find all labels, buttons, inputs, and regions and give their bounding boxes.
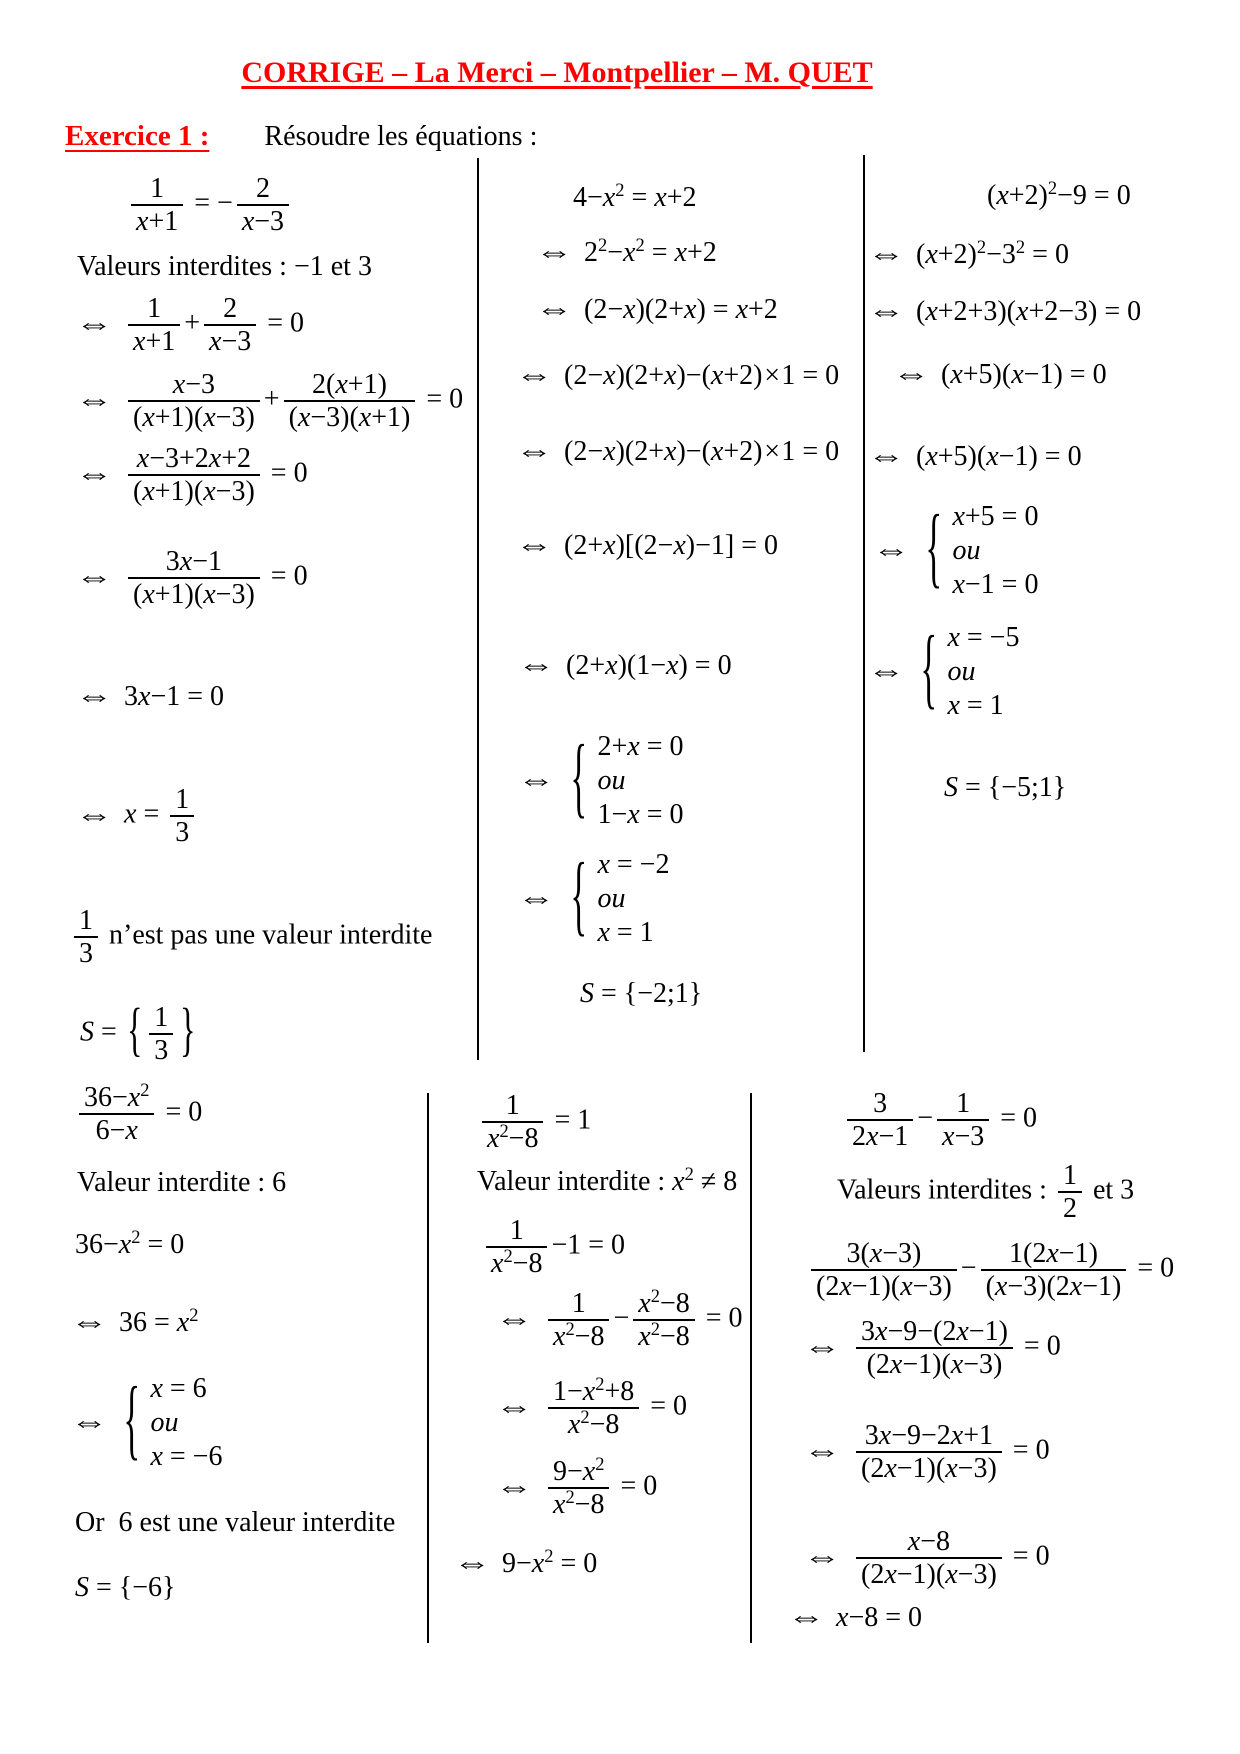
iff-arrow-icon: ⇔ — [803, 1332, 841, 1363]
math-line — [65, 1226, 423, 1261]
fraction: $\frac{2}{x-3}$ — [237, 173, 289, 237]
text-content: Or 6 est une valeur interdite — [75, 1507, 396, 1538]
iff-arrow-icon: ⇔ — [515, 436, 553, 467]
math-line — [65, 1572, 423, 1604]
iff-arrow-icon: ⇔ — [535, 237, 573, 268]
iff-arrow-icon: ⇔ — [75, 385, 113, 416]
fraction: $\frac{1-x^2+8}{x^2-8}$ — [548, 1376, 639, 1440]
math-content: $\frac{1}{x+1}$ + $\frac{2}{x-3}$ = 0 — [124, 293, 304, 357]
math-line — [443, 1215, 747, 1279]
iff-arrow-icon: ⇔ — [517, 765, 555, 796]
fraction: $\frac{x-8}{(2x-1)(x-3)}$ — [856, 1526, 1002, 1590]
iff-arrow-icon: ⇔ — [495, 1472, 533, 1503]
math-content: x−8 = 0 — [836, 1602, 923, 1633]
math-content: $4-x^2 = x+2$ — [573, 179, 697, 213]
math-cases-line — [867, 620, 1238, 723]
text-content: $\frac{1}{3}$ n’est pas une valeur interdite — [70, 905, 432, 969]
math-line — [65, 546, 475, 610]
math-content: (x+2+3)(x+2−3) = 0 — [916, 296, 1142, 327]
math-line — [872, 177, 1238, 212]
math-line — [492, 294, 860, 326]
math-line — [65, 369, 475, 433]
cases-brace-icon: { — [920, 620, 938, 720]
math-content: S = {−6} — [75, 1572, 176, 1603]
cases-group — [566, 730, 683, 832]
iff-arrow-icon: ⇔ — [75, 309, 113, 340]
math-line — [765, 1088, 1237, 1152]
page-title: CORRIGE – La Merci – Montpellier – M. QUET — [241, 56, 873, 89]
case-row: x = −6 — [150, 1441, 223, 1472]
iff-arrow-icon: ⇔ — [803, 1436, 841, 1467]
text-line — [65, 905, 475, 969]
math-content: $\frac{1}{x^2-8}$ − $\frac{x^2-8}{x^2-8}$ = 0 — [544, 1288, 743, 1352]
fraction: $\frac{1}{2}$ — [1058, 1160, 1082, 1224]
iff-arrow-icon: ⇔ — [75, 800, 113, 831]
math-content: $\frac{x-3+2x+2}{(x+1)(x-3)}$ = 0 — [124, 443, 308, 507]
iff-arrow-icon: ⇔ — [517, 650, 555, 681]
case-row: ou — [947, 656, 976, 687]
iff-arrow-icon: ⇔ — [75, 459, 113, 490]
case-row: x = 1 — [947, 690, 1004, 721]
iff-arrow-icon: ⇔ — [70, 1307, 108, 1338]
exercise-header — [65, 120, 537, 153]
fraction: $\frac{9-x^2}{x^2-8}$ — [548, 1456, 609, 1520]
math-line — [443, 1090, 747, 1154]
solution-column-equation-1 — [65, 158, 475, 1066]
math-content: (x+5)(x−1) = 0 — [941, 359, 1107, 390]
math-line — [492, 234, 860, 269]
math-content: $\frac{3x-1}{(x+1)(x-3)}$ = 0 — [124, 546, 308, 610]
cases-brace-icon: { — [925, 499, 943, 599]
text-content: Valeur interdite : 6 — [77, 1167, 287, 1198]
text-line — [65, 1507, 423, 1539]
math-line — [765, 1526, 1237, 1590]
math-line — [65, 443, 475, 507]
math-content: $9-x^2 = 0$ — [502, 1545, 598, 1579]
math-content: $36 = x^2$ — [119, 1304, 199, 1338]
cases-group — [916, 621, 1019, 723]
column-divider-top-left — [477, 158, 479, 1060]
math-content: $\frac{36-x^2}{6-x}$ = 0 — [75, 1082, 202, 1146]
text-content: Valeurs interdites : −1 et 3 — [77, 251, 372, 282]
math-content: (2+x)[(2−x)−1] = 0 — [564, 530, 778, 561]
big-brace: { — [126, 998, 143, 1064]
fraction: $\frac{3(x-3)}{(2x-1)(x-3)}$ — [811, 1238, 957, 1302]
math-content: $(x+2)^2-9 = 0$ — [987, 177, 1131, 211]
text-line — [65, 251, 475, 283]
cases-brace-icon: { — [570, 729, 588, 829]
math-line — [492, 650, 860, 682]
iff-arrow-icon: ⇔ — [495, 1392, 533, 1423]
math-line — [492, 530, 860, 562]
exercise-instruction: Résoudre les équations : — [264, 121, 538, 152]
cases-group — [566, 848, 669, 950]
fraction: $\frac{1}{x^2-8}$ — [482, 1090, 543, 1154]
fraction: $\frac{1}{x^2-8}$ — [548, 1288, 609, 1352]
math-line — [492, 179, 860, 214]
fraction: $\frac{x-3+2x+2}{(x+1)(x-3)}$ — [128, 443, 260, 507]
math-content: (x+5)(x−1) = 0 — [916, 441, 1082, 472]
iff-arrow-icon: ⇔ — [515, 530, 553, 561]
fraction: $\frac{3x-9-2x+1}{(2x-1)(x-3)}$ — [856, 1420, 1002, 1484]
math-content: 3x−1 = 0 — [124, 681, 225, 712]
math-content: S = { $\frac{1}{3}$ } — [80, 998, 196, 1066]
solution-column-equation-2 — [492, 158, 860, 1010]
math-content: x = $\frac{1}{3}$ — [124, 784, 198, 848]
math-content: $2^2-x^2 = x+2$ — [584, 234, 717, 268]
fraction: $\frac{1}{x^2-8}$ — [486, 1215, 547, 1279]
text-content: Valeurs interdites : $\frac{1}{2}$ et 3 — [837, 1160, 1135, 1224]
iff-arrow-icon: ⇔ — [70, 1407, 108, 1438]
case-row: x = 1 — [597, 917, 654, 948]
math-cases-line — [492, 848, 860, 950]
math-content: $\frac{1-x^2+8}{x^2-8}$ = 0 — [544, 1376, 687, 1440]
solution-column-equation-5 — [443, 1080, 747, 1580]
case-row: ou — [597, 883, 626, 914]
iff-arrow-icon: ⇔ — [535, 294, 573, 325]
fraction: $\frac{2(x+1)}{(x-3)(x+1)}$ — [284, 369, 416, 433]
case-row: x = 6 — [150, 1373, 207, 1404]
math-line — [65, 173, 475, 237]
text-line — [443, 1163, 747, 1198]
math-content: $36-x^2 = 0$ — [75, 1226, 185, 1260]
solution-column-equation-3 — [867, 158, 1238, 804]
math-cases-line — [872, 500, 1238, 602]
fraction: $\frac{36-x^2}{6-x}$ — [79, 1082, 154, 1146]
math-content: (2−x)(2+x)−(x+2)×1 = 0 — [564, 360, 840, 391]
fraction: $\frac{x-3}{(x+1)(x-3)}$ — [128, 369, 260, 433]
exercise-label: Exercice 1 : — [65, 120, 210, 152]
math-content: $\frac{3x-9-(2x-1)}{(2x-1)(x-3)}$ = 0 — [852, 1316, 1061, 1380]
cases-group — [921, 500, 1038, 602]
math-content: $\frac{1}{x^2-8}$ = 1 — [478, 1090, 591, 1154]
fraction: $\frac{1(2x-1)}{(x-3)(2x-1)}$ — [981, 1238, 1127, 1302]
math-line — [65, 293, 475, 357]
iff-arrow-icon: ⇔ — [892, 359, 930, 390]
case-row: ou — [597, 765, 626, 796]
math-line — [867, 236, 1238, 271]
math-content: (2−x)(2+x)−(x+2)×1 = 0 — [564, 436, 840, 467]
fraction: $\frac{x^2-8}{x^2-8}$ — [633, 1288, 694, 1352]
case-row: x = −2 — [597, 849, 670, 880]
iff-arrow-icon: ⇔ — [75, 562, 113, 593]
math-content: S = {−5;1} — [944, 772, 1067, 803]
case-row: x−1 = 0 — [952, 569, 1039, 600]
iff-arrow-icon: ⇔ — [517, 883, 555, 914]
column-divider-top-right — [863, 155, 865, 1052]
fraction: $\frac{1}{x-3}$ — [937, 1088, 989, 1152]
math-line — [765, 1602, 1237, 1634]
math-content: $\frac{1}{x+1}$ = − $\frac{2}{x-3}$ — [127, 173, 293, 237]
math-line — [65, 998, 475, 1066]
text-line — [765, 1160, 1237, 1224]
case-row: ou — [150, 1407, 179, 1438]
math-line — [492, 978, 860, 1010]
cases-brace-icon: { — [570, 847, 588, 947]
math-line — [867, 296, 1238, 328]
iff-arrow-icon: ⇔ — [787, 1602, 825, 1633]
fraction: $\frac{1}{3}$ — [149, 1002, 173, 1066]
solution-column-equation-6 — [765, 1080, 1237, 1634]
math-line — [443, 1285, 747, 1352]
math-line — [765, 1238, 1237, 1302]
iff-arrow-icon: ⇔ — [867, 441, 905, 472]
math-line — [443, 1373, 747, 1440]
case-row: 1−x = 0 — [597, 799, 684, 830]
math-content: $\frac{x-8}{(2x-1)(x-3)}$ = 0 — [852, 1526, 1050, 1590]
case-row: x+5 = 0 — [952, 501, 1039, 532]
math-cases-line — [65, 1372, 423, 1474]
case-row: ou — [952, 535, 981, 566]
iff-arrow-icon: ⇔ — [867, 296, 905, 327]
iff-arrow-icon: ⇔ — [867, 656, 905, 687]
fraction: $\frac{3}{2x-1}$ — [847, 1088, 913, 1152]
math-line — [872, 359, 1238, 391]
fraction: $\frac{1}{x+1}$ — [128, 293, 180, 357]
fraction: $\frac{3x-9-(2x-1)}{(2x-1)(x-3)}$ — [856, 1316, 1013, 1380]
big-brace: } — [180, 998, 196, 1064]
math-cases-line — [492, 730, 860, 832]
solution-column-equation-4 — [65, 1080, 423, 1604]
fraction: $\frac{1}{3}$ — [74, 905, 98, 969]
math-content: $\frac{x-3}{(x+1)(x-3)}$ + $\frac{2(x+1)}{(x-3)(x+1)}$ = 0 — [124, 369, 463, 433]
math-line — [867, 441, 1238, 473]
fraction: $\frac{2}{x-3}$ — [204, 293, 256, 357]
cases-brace-icon: { — [123, 1371, 141, 1471]
math-content: $\frac{3}{2x-1}$ − $\frac{1}{x-3}$ = 0 — [843, 1088, 1037, 1152]
case-row: 2+x = 0 — [597, 731, 684, 762]
math-content: $\frac{1}{x^2-8}$ −1 = 0 — [482, 1215, 625, 1279]
math-line — [65, 681, 475, 713]
math-content: (2+x)(1−x) = 0 — [566, 650, 732, 681]
text-content: Valeur interdite : $x^2 \ne 8$ — [477, 1163, 738, 1197]
math-content: $\frac{9-x^2}{x^2-8}$ = 0 — [544, 1456, 657, 1520]
iff-arrow-icon: ⇔ — [803, 1542, 841, 1573]
iff-arrow-icon: ⇔ — [872, 535, 910, 566]
math-line — [443, 1453, 747, 1520]
math-line — [492, 436, 860, 468]
math-content: $\frac{3x-9-2x+1}{(2x-1)(x-3)}$ = 0 — [852, 1420, 1050, 1484]
math-line — [65, 1079, 423, 1146]
iff-arrow-icon: ⇔ — [75, 681, 113, 712]
math-content: $\frac{3(x-3)}{(2x-1)(x-3)}$ − $\frac{1(2x-1)}{(x-3)(2x-1)}$ = 0 — [807, 1238, 1174, 1302]
fraction: $\frac{1}{3}$ — [170, 784, 194, 848]
math-line — [65, 784, 475, 848]
math-content: S = {−2;1} — [580, 978, 703, 1009]
iff-arrow-icon: ⇔ — [495, 1304, 533, 1335]
column-divider-bottom-left — [427, 1093, 429, 1643]
fraction: $\frac{3x-1}{(x+1)(x-3)}$ — [128, 546, 260, 610]
column-divider-bottom-right — [750, 1093, 752, 1643]
iff-arrow-icon: ⇔ — [867, 239, 905, 270]
math-line — [443, 1545, 747, 1580]
case-row: x = −5 — [947, 622, 1020, 653]
math-line — [872, 772, 1238, 804]
math-line — [765, 1420, 1237, 1484]
text-line — [65, 1167, 423, 1199]
iff-arrow-icon: ⇔ — [453, 1548, 491, 1579]
iff-arrow-icon: ⇔ — [515, 360, 553, 391]
math-line — [492, 360, 860, 392]
cases-group — [119, 1372, 222, 1474]
math-content: $(x+2)^2-3^2 = 0$ — [916, 236, 1069, 270]
math-line — [65, 1304, 423, 1339]
math-content: (2−x)(2+x) = x+2 — [584, 294, 778, 325]
math-line — [765, 1316, 1237, 1380]
fraction: $\frac{1}{x+1}$ — [131, 173, 183, 237]
